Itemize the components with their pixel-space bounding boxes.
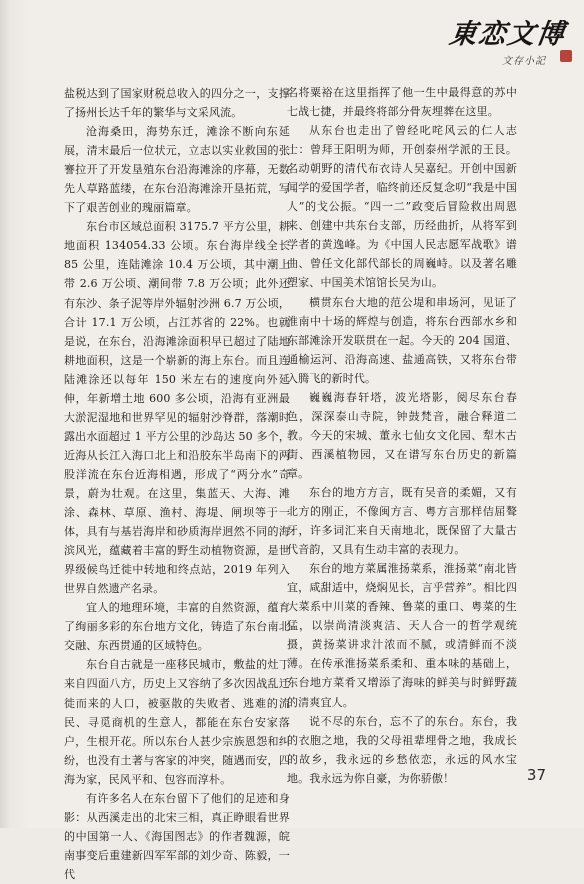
paragraph: 名将粟裕在这里指挥了他一生中最得意的苏中七战七捷，并最终将部分骨灰埋葬在这里。	[287, 86, 517, 119]
paragraph: 从东台也走出了曾经叱咤风云的仁人志士：曾拜王阳明为师，开创泰州学派的王艮。名动朝野的清代布衣诗人吴嘉纪。开创中国新闻学的爱国学者，临终前还反复念叨“我是中国人”的戈公振。“四一二”政变后冒险救出周恩来、创建中共东台支部，历经曲折，从将军到学者的黄逸峰。为《中国人民志愿军战歌》谱曲、曾任文化部代部长的周巍峙。以及著名雕塑家、中国美术馆馆长吴为山。	[287, 124, 517, 290]
brand-signature: 文存小記	[502, 56, 546, 67]
paragraph: 巍巍海春轩塔，波光塔影，阅尽东台春色，深深泰山寺院，钟鼓梵音，融合释道二教。今天的宋城、董永七仙女文化园、犁木古街、西溪植物园，又在谱写东台历史的新篇章。	[287, 390, 517, 480]
paragraph: 宜人的地理环境，丰富的自然资源，蕴育了绚丽多彩的东台地方文化，铸造了东台南北交融、东西贯通的区域特色。	[64, 601, 290, 653]
paragraph: 盐税达到了国家财税总收入的四分之一，支撑了扬州长达千年的繁华与文采风流。	[64, 87, 290, 120]
brand-title: 東恋文博	[447, 19, 568, 50]
page-number: 37	[526, 766, 546, 784]
left-column	[64, 84, 290, 884]
paragraph: 东台市区域总面积 3175.7 平方公里，耕地面积 134054.33 公顷。东台海岸线全长 85 公里，连陆滩涂 10.4 万公顷，其中潮上带 2.6 万公顷、潮间带 7.8 万公顷；此外还有东沙、条子泥等岸外辐射沙洲 6.7 万公顷，合计 17.1 万公顷，占江苏省的 22%。也就是说，在东台，沿海滩涂面积早已超过了陆地耕地面积，这是一个崭新的海上东台。而且连陆滩涂还以每年 150 米左右的速度向外延伸，年新增土地 600 多公顷，沿海有亚洲最大淤泥湿地和世界罕见的辐射沙脊群，落潮时露出水面超过 1 平方公里的沙岛达 50 多个，近海从长江入海口北上和沿胶东半岛南下的两股洋流在东台近海相遇，形成了“两分水”奇景，蔚为壮观。在这里，集蓝天、大海、滩涂、森林、草原、渔村、海堤、闸坝等于一体，具有与基岩海岸和砂质海岸迥然不同的海滨风光，蕴藏着丰富的野生动植物资源，是世界级候鸟迁徙中转地和终点站，2019 年列入世界自然遗产名录。	[64, 220, 290, 596]
paragraph: 沧海桑田，海势东迁，滩涂不断向东延展，清末最后一位状元，立志以实业救国的张謇拉开了开发垦殖东台沿海滩涂的序幕，无数先人草路蓝缕，在东台沿海滩涂开垦拓荒，写下了艰苦创业的瑰丽篇章。	[64, 125, 290, 215]
red-seal-icon	[560, 50, 572, 62]
right-column	[287, 83, 517, 788]
paragraph: 东台自古就是一座移民城市，敷盐的灶丁来自四面八方，历史上又容纳了多次因战乱迁徙而来的人口，被驱散的失败者、逃难的流民、寻觅商机的生意人，都能在东台安家落户，生根开花。所以东台人甚少宗族恩怨和纠纷，也没有土著与客家的冲突，随遇而安，四海为家，民风平和、包容而淳朴。	[64, 658, 290, 786]
paragraph: 有许多名人在东台留下了他们的足迹和身影：从西溪走出的北宋三相，真正睁眼看世界的中国第一人、《海国图志》的作者魏源，皖南事变后重建新四军军部的刘少奇、陈毅，一代	[64, 791, 290, 881]
paragraph: 东台的地方菜属淮扬菜系，淮扬菜“南北皆宜，咸甜适中，烧焖见长，言乎营养”。相比四大菜系中川菜的香辣、鲁菜的重口、粤菜的生猛，以崇尚清淡爽洁、天人合一的哲学观统摄，黄扬菜讲求汁浓而不腻，或清鲜而不淡薄。在传承淮扬菜系柔和、重本味的基础上，东台地方菜肴又增添了海味的鲜美与时鲜野蔬的清爽宜人。	[287, 562, 517, 709]
paragraph: 东台的地方方言，既有吴音的柔媚，又有北方的刚正，不像闽方言、粤方言那样佶屈聱牙，许多词汇来自天南地北，既保留了大量古代音韵，又具有生动丰富的表现力。	[287, 485, 517, 557]
paragraph: 横贯东台大地的范公堤和串场河，见证了淮南中十场的辉煌与创造，将东台西部水乡和东部滩涂开发联贯在一起。今天的 204 国道、通榆运河、沿海高速、盐通高铁，又将东台带入腾飞的新时代。	[287, 295, 517, 385]
paragraph: 说不尽的东台，忘不了的东台。东台，我的衣胞之地，我的父母祖辈埋骨之地，我成长的故乡，我永远的乡愁依恋，永远的风水宝地。我永远为你自豪，为你骄傲！	[287, 714, 517, 785]
